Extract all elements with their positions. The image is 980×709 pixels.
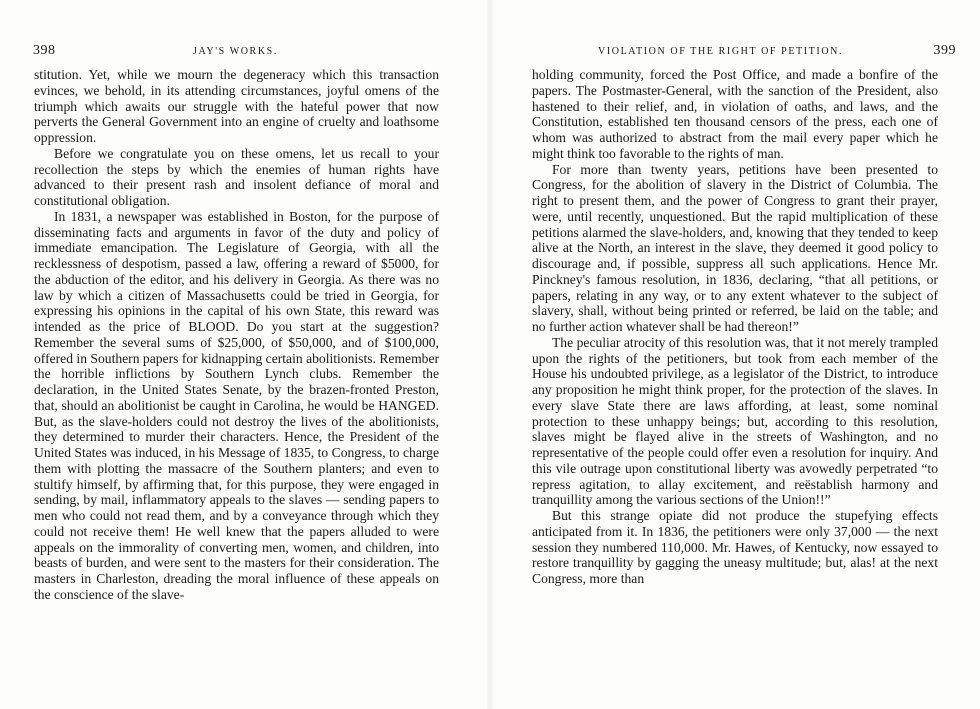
paragraph: For more than twenty years, petitions have been presented to Congress, for the abolition of slavery in the District of Columbia. The right to present them, and the power of Congress to grant their prayer, were, until recently, unquestioned. But the rapid multiplication of these petitions alarmed the slave-holders, and, knowing that they tended to keep alive at the North, an interest in the slave, they deemed it good policy to discourage and, if possible, suppress all such applications. Hence Mr. Pinckney's famous resolution, in 1836, declaring, “that all petitions, or papers, relating in any way, or to any extent whatever to the subject of slavery, shall, without being printed or referred, be laid on the table; and no further action whatever shall be had thereon!”: [532, 161, 938, 334]
paragraph: Before we congratulate you on these omens, let us recall to your recollection the steps by which the enemies of human rights have advanced to their present rash and insolent defiance of moral and constitutional obligation.: [34, 145, 439, 208]
left-running-head: JAY'S WORKS.: [193, 46, 278, 57]
paragraph: But this strange opiate did not produce the stupefying effects anticipated from it. In 1836, the petitioners were only 37,000 — the next session they numbered 110,000. Mr. Hawes, of Kentucky, now essayed to restore tranquillity by gagging the uneasy multitude; but, alas! at the next Congress, more than: [532, 508, 938, 586]
paragraph: In 1831, a newspaper was established in Boston, for the purpose of disseminating facts and arguments in favor of the duty and policy of immediate emancipation. The Legislature of Georgia, with all the recklessness of despotism, passed a law, offering a reward of $5000, for the abduction of the editor, and his delivery in Georgia. As there was no law by which a citizen of Massachusetts could be tried in Georgia, for expressing his opinions in the capital of his own State, this reward was intended as the price of BLOOD. Do you start at the suggestion? Remember the several sums of $25,000, of $50,000, and of $100,000, offered in Southern papers for kidnapping certain abolitionists. Remember the horrible inflictions by Southern Lynch clubs. Remember the declaration, in the United States Senate, by the brazen-fronted Preston, that, should an abolitionist be caught in Carolina, he would be HANGED. But, as the slave-holders could not destroy the lives of the abolitionists, they determined to murder their characters. Hence, the President of the United States was induced, in his Message of 1835, to Congress, to charge them with plotting the massacre of the Southern planters; and even to stultify himself, by affirming that, for this purpose, they were engaged in sending, by mail, inflammatory appeals to the slaves — sending papers to men who could not read them, and by a conveyance through which they could not receive them! He well knew that the papers alluded to were appeals on the immorality of converting men, women, and children, into beasts of burden, and were sent to the masters for their consideration. The masters in Charleston, dreading the moral influence of these appeals on the conscience of the slave-: [34, 208, 439, 602]
right-page-text: [532, 67, 938, 587]
right-running-head: VIOLATION OF THE RIGHT OF PETITION.: [598, 46, 844, 57]
left-page-number: 398: [33, 43, 56, 58]
right-page-header: [598, 43, 956, 59]
paragraph: The peculiar atrocity of this resolution was, that it not merely trampled upon the rights of the petitioners, but took from each member of the House his undoubted privilege, as a legislator of the District, to introduce any proposition he might think proper, for the protection of the slaves. In every slave State there are laws affording, at least, some nominal protection to these unhappy beings; but, according to this resolution, slaves might be flayed alive in the streets of Washington, and no representative of the people could offer even a resolution for inquiry. And this vile outrage upon constitutional liberty was avowedly perpetrated “to repress agitation, to allay excitement, and reëstablish harmony and tranquillity among the various sections of the Union!!”: [532, 334, 938, 508]
paragraph: holding community, forced the Post Office, and made a bonfire of the papers. The Postmaster-General, with the sanction of the President, also hastened to their relief, and, in violation of oaths, and laws, and the Constitution, established ten thousand censors of the press, each one of whom was authorized to abstract from the mail every paper which he might think too favorable to the rights of man.: [532, 67, 938, 161]
right-page-number: 399: [933, 43, 956, 58]
paragraph: stitution. Yet, while we mourn the degeneracy which this transaction evinces, we behold, in its attending circumstances, joyful omens of the triumph which awaits our struggle with the hateful power that now perverts the General Government into an engine of cruelty and loathsome oppression.: [34, 67, 439, 145]
right-page: [490, 0, 980, 709]
left-page-header: [33, 43, 440, 59]
left-page-text: [34, 67, 439, 603]
